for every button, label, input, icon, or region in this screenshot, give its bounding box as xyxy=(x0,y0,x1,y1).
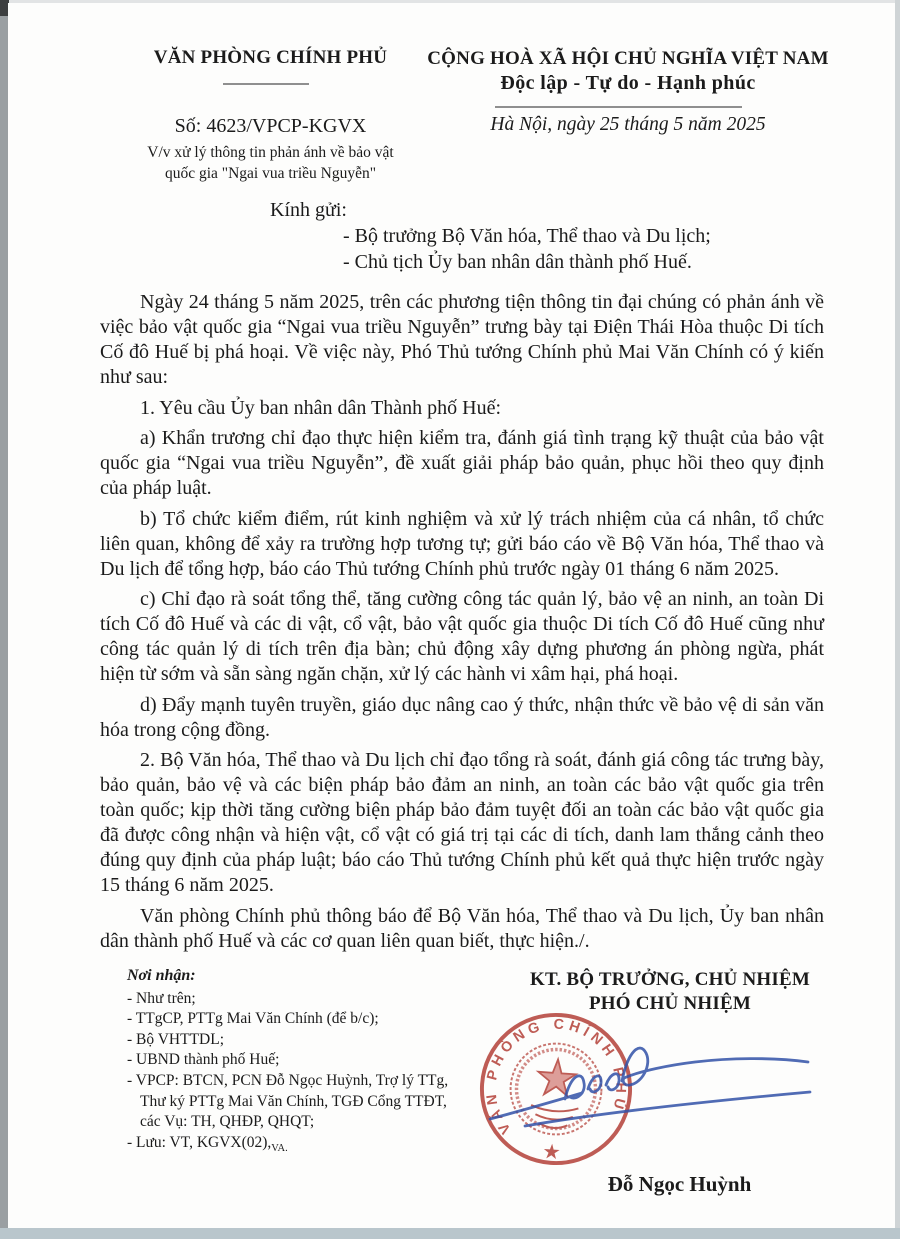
issuer-org-name: VĂN PHÒNG CHÍNH PHỦ xyxy=(153,47,388,68)
signature-letters-stroke xyxy=(565,1048,808,1099)
signer-name: Đỗ Ngọc Huỳnh xyxy=(607,1172,752,1196)
noi-nhan-item: - TTgCP, PTTg Mai Văn Chính (để b/c); xyxy=(127,1010,379,1028)
signer-title-line2: PHÓ CHỦ NHIỆM xyxy=(589,992,751,1014)
handwritten-signature xyxy=(470,1031,822,1137)
doc-subject-line2: quốc gia "Ngai vua triều Nguyễn" xyxy=(164,165,377,182)
noi-nhan-block xyxy=(127,966,457,1159)
noi-nhan-item: - Bộ VHTTDL; xyxy=(127,1030,225,1048)
doc-number: Số: 4623/VPCP-KGVX xyxy=(174,115,367,137)
paragraph-item-1d: d) Đẩy mạnh tuyên truyền, giáo dục nâng cao ý thức, nhận thức về bảo vệ di sản văn hóa trong cộng đồng. xyxy=(100,693,824,741)
paragraph-intro: Ngày 24 tháng 5 năm 2025, trên các phương tiện thông tin đại chúng có phản ánh về việc bảo vật quốc gia “Ngai vua triều Nguyễn” trưng bày tại Điện Thái Hòa thuộc Di tích Cố đô Huế bị phá hoại. Về việc này, Phó Thủ tướng Chính phủ Mai Văn Chính có ý kiến như sau: xyxy=(100,291,824,388)
stamp-ring-text: VĂN PHÒNG CHÍNH PHỦ xyxy=(483,1016,629,1137)
national-header-line1: CỘNG HOÀ XÃ HỘI CHỦ NGHĨA VIỆT NAM xyxy=(427,48,829,69)
photo-edge-left xyxy=(0,0,8,1239)
noi-nhan-item: - Như trên; xyxy=(127,989,196,1007)
salutation-recipients xyxy=(343,224,823,275)
stamp-bottom-star xyxy=(543,1143,560,1159)
doc-subject xyxy=(83,142,458,184)
header-rule-right xyxy=(495,106,742,108)
recipient-line-2: - Chủ tịch Ủy ban nhân dân thành phố Huế. xyxy=(343,250,692,273)
doc-subject-line1: V/v xử lý thông tin phản ánh về bảo vật xyxy=(147,144,394,161)
paragraph-item-1: 1. Yêu cầu Ủy ban nhân dân Thành phố Huế: xyxy=(140,396,502,419)
document-page xyxy=(8,3,895,1228)
noi-nhan-item: - UBND thành phố Huế; xyxy=(127,1051,280,1069)
noi-nhan-item: các Vụ: TH, QHĐP, QHQT; xyxy=(140,1113,315,1131)
signer-title xyxy=(500,968,840,1015)
photo-edge-right xyxy=(895,0,900,1239)
luu-subscript: VA. xyxy=(271,1142,288,1154)
paragraph-closing: Văn phòng Chính phủ thông báo để Bộ Văn hóa, Thể thao và Du lịch, Ủy ban nhân dân thành phố Huế và các cơ quan liên quan biết, thực hiện./. xyxy=(100,904,824,952)
paragraph-item-1a: a) Khẩn trương chỉ đạo thực hiện kiểm tra, đánh giá tình trạng kỹ thuật của bảo vật quốc gia “Ngai vua triều Nguyễn”, đề xuất giải pháp bảo quản, phục hồi theo quy định của pháp luật. xyxy=(100,427,824,499)
paragraph-item-1c: c) Chỉ đạo rà soát tổng thể, tăng cường công tác quản lý, bảo vệ an ninh, an toàn Di tích Cố đô Huế và các di vật, cổ vật, bảo vật quốc gia thuộc Di tích Cố đô Huế cũng như công tác quản lý di tích trên địa bàn; chủ động xây dựng phương án phòng ngừa, phát hiện từ sớm và sẵn sàng ngăn chặn, xử lý các hành vi xâm hại, phá hoại. xyxy=(100,588,824,685)
paragraph-item-1b: b) Tổ chức kiểm điểm, rút kinh nghiệm và xử lý trách nhiệm của cá nhân, tổ chức liên quan, không để xảy ra trường hợp tương tự; gửi báo cáo về Bộ Văn hóa, Thể thao và Du lịch để tổng hợp, báo cáo Thủ tướng Chính phủ trước ngày 01 tháng 6 năm 2025. xyxy=(100,507,824,580)
recipient-line-1: - Bộ trưởng Bộ Văn hóa, Thể thao và Du lịch; xyxy=(343,225,711,247)
place-date-line: Hà Nội, ngày 25 tháng 5 năm 2025 xyxy=(490,114,766,135)
document-body xyxy=(100,290,824,959)
header-rule-left xyxy=(223,83,309,85)
noi-nhan-label: Nơi nhận: xyxy=(127,967,196,984)
national-motto: Độc lập - Tự do - Hạnh phúc xyxy=(500,72,756,94)
salutation-label: Kính gửi: xyxy=(270,199,347,221)
luu-main: - Lưu: VT, KGVX(02), xyxy=(127,1133,272,1151)
noi-nhan-item: - VPCP: BTCN, PCN Đỗ Ngọc Huỳnh, Trợ lý TTg, xyxy=(127,1071,449,1089)
noi-nhan-item: Thư ký PTTg Mai Văn Chính, TGĐ Cổng TTĐT, xyxy=(140,1092,447,1110)
signature-lead-stroke xyxy=(490,1093,582,1119)
photo-edge-bottom xyxy=(0,1228,900,1239)
noi-nhan-item-luu xyxy=(127,1133,457,1160)
signer-title-line1: KT. BỘ TRƯỞNG, CHỦ NHIỆM xyxy=(530,969,810,990)
paragraph-item-2: 2. Bộ Văn hóa, Thể thao và Du lịch chỉ đạo tổng rà soát, đánh giá công tác trưng bày, bảo quản, bảo vệ và các biện pháp bảo đảm an ninh, an toàn các bảo vật quốc gia trên toàn quốc; kịp thời tăng cường biện pháp bảo đảm tuyệt đối an toàn các bảo vật quốc gia đã được công nhận và hiện vật, cổ vật có giá trị tại các di tích, danh lam thắng cảnh theo đúng quy định của pháp luật; báo cáo Thủ tướng Chính phủ kết quả thực hiện trước ngày 15 tháng 6 năm 2025. xyxy=(100,749,824,896)
